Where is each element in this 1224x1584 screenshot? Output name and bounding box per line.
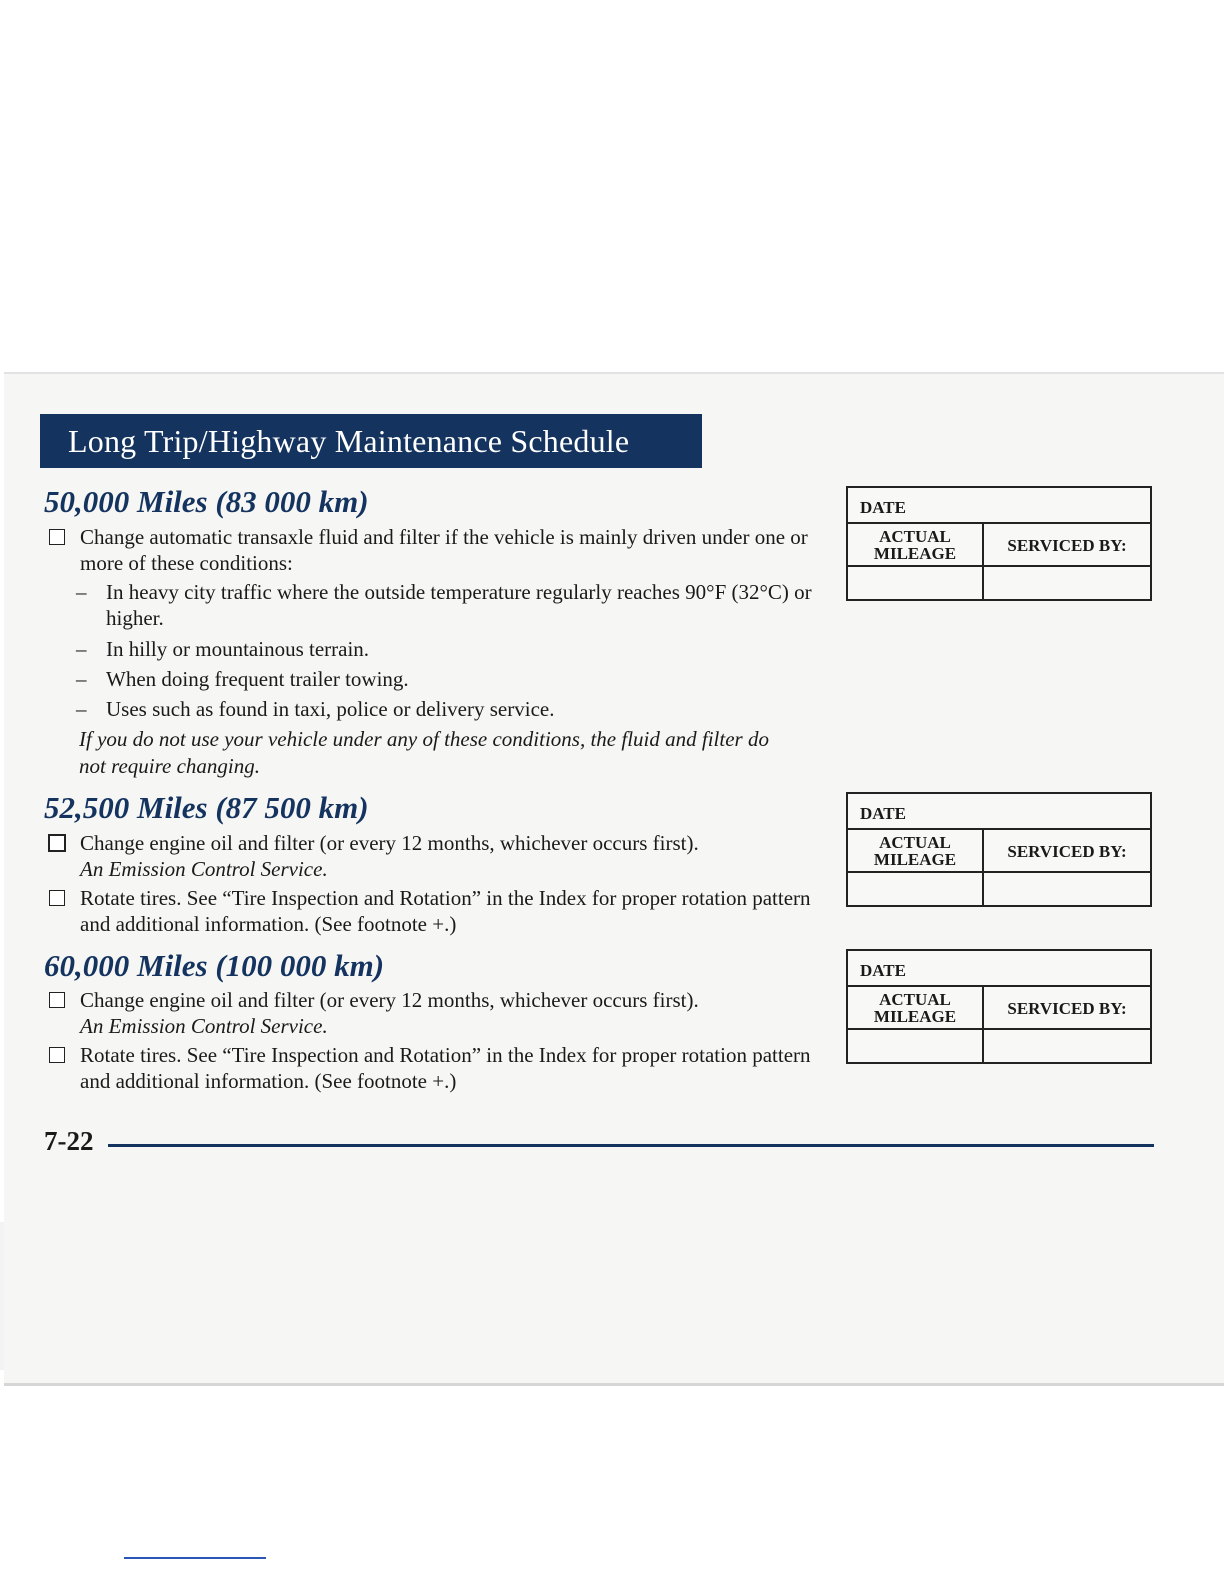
checklist-item: [46, 1042, 826, 1094]
checklist-item: [46, 885, 826, 937]
footer-rule: [108, 1144, 1154, 1147]
checklist-item: [46, 987, 826, 1039]
checkbox-icon[interactable]: [48, 834, 66, 852]
section-heading-60000: 60,000 Miles (100 000 km): [44, 948, 385, 983]
checkbox-icon[interactable]: [49, 890, 65, 906]
item-text: Change engine oil and filter (or every 12 months, whichever occurs first).: [80, 831, 699, 855]
item-text: Rotate tires. See “Tire Inspection and Rotation” in the Index for proper rotation pattern and additional information. (See footnote +.): [80, 886, 811, 936]
dash-icon: –: [76, 637, 87, 661]
checkbox-icon[interactable]: [49, 992, 65, 1008]
condition-text: When doing frequent trailer towing.: [106, 667, 409, 691]
serviced-by-field[interactable]: [984, 1030, 1150, 1062]
actual-mileage-field[interactable]: [848, 873, 984, 905]
manual-page: [4, 372, 1224, 1386]
condition-item: [76, 579, 836, 631]
serviced-by-label: SERVICED BY:: [984, 524, 1150, 567]
condition-item: [76, 636, 836, 662]
checklist-item: [46, 524, 826, 576]
serviced-by-label: SERVICED BY:: [984, 987, 1150, 1030]
dash-icon: –: [76, 580, 87, 604]
service-record-box: [846, 949, 1152, 1064]
actual-mileage-label: ACTUAL MILEAGE: [848, 987, 984, 1030]
dash-icon: –: [76, 697, 87, 721]
serviced-by-field[interactable]: [984, 873, 1150, 905]
item-text: Rotate tires. See “Tire Inspection and Rotation” in the Index for proper rotation pattern and additional information. (See footnote +.): [80, 1043, 811, 1093]
checkbox-icon[interactable]: [49, 1047, 65, 1063]
section-heading-50000: 50,000 Miles (83 000 km): [44, 484, 369, 519]
page-title-banner: Long Trip/Highway Maintenance Schedule: [40, 414, 702, 468]
condition-item: [76, 666, 836, 692]
italic-note: If you do not use your vehicle under any of these conditions, the fluid and filter do not require changing.: [79, 727, 769, 778]
date-field[interactable]: DATE: [848, 951, 1150, 987]
serviced-by-label: SERVICED BY:: [984, 830, 1150, 873]
checkbox-icon[interactable]: [49, 529, 65, 545]
item-text: Change automatic transaxle fluid and filter if the vehicle is mainly driven under one or more of these conditions:: [80, 525, 808, 575]
item-text: Change engine oil and filter (or every 12 months, whichever occurs first).: [80, 988, 699, 1012]
actual-mileage-field[interactable]: [848, 1030, 984, 1062]
service-record-box: [846, 486, 1152, 601]
emission-control-note: An Emission Control Service.: [80, 857, 328, 881]
condition-item: [76, 696, 836, 722]
condition-text: Uses such as found in taxi, police or delivery service.: [106, 697, 555, 721]
actual-mileage-field[interactable]: [848, 567, 984, 599]
date-field[interactable]: DATE: [848, 794, 1150, 830]
date-field[interactable]: DATE: [848, 488, 1150, 524]
decorative-line: [124, 1557, 266, 1559]
serviced-by-field[interactable]: [984, 567, 1150, 599]
emission-control-note: An Emission Control Service.: [80, 1014, 328, 1038]
page-number: 7-22: [44, 1126, 94, 1156]
actual-mileage-label: ACTUAL MILEAGE: [848, 830, 984, 873]
checklist-item: [46, 830, 826, 882]
actual-mileage-label: ACTUAL MILEAGE: [848, 524, 984, 567]
section-heading-52500: 52,500 Miles (87 500 km): [44, 790, 369, 825]
condition-text: In heavy city traffic where the outside temperature regularly reaches 90°F (32°C) or higher.: [106, 580, 812, 630]
condition-text: In hilly or mountainous terrain.: [106, 637, 370, 661]
service-record-box: [846, 792, 1152, 907]
dash-icon: –: [76, 667, 87, 691]
